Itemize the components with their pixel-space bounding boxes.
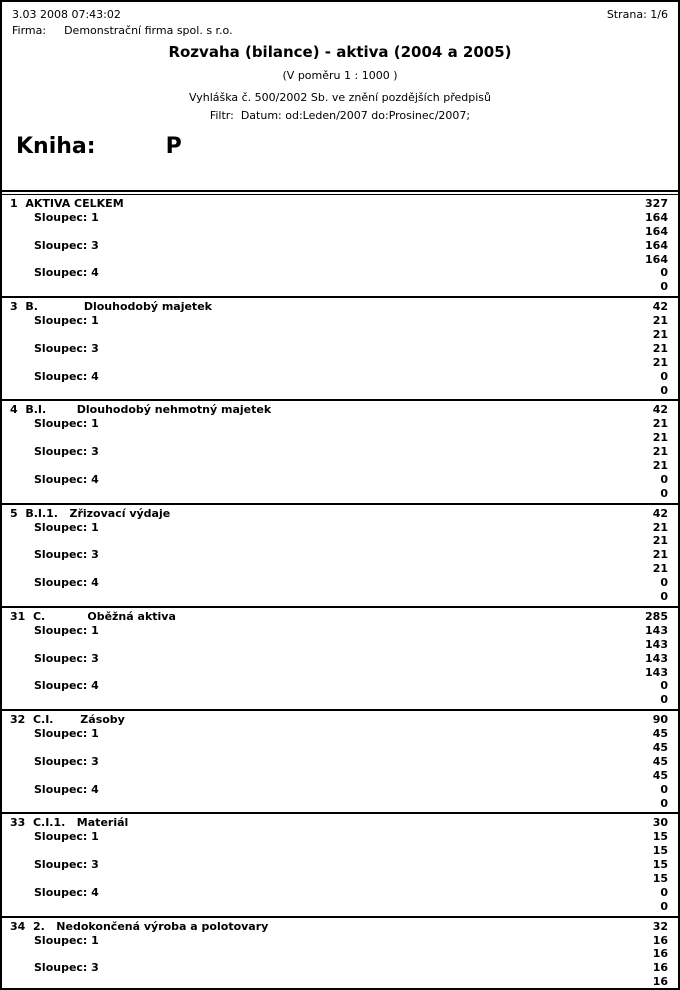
detail-row	[10, 652, 668, 666]
row-label	[10, 844, 34, 858]
detail-row	[10, 314, 668, 328]
row-value: 0	[660, 885, 668, 899]
detail-row	[10, 638, 668, 652]
row-label	[10, 562, 34, 576]
detail-row	[10, 830, 668, 844]
detail-row	[10, 548, 668, 562]
firm-row	[12, 24, 668, 38]
row-value: 143	[645, 623, 668, 637]
book-row	[12, 134, 668, 160]
row-value: 0	[660, 369, 668, 383]
section-total: 42	[652, 403, 668, 417]
detail-row	[10, 431, 668, 445]
book-label: Kniha:	[16, 134, 96, 159]
firm-name: Demonstrační firma spol. s r.o.	[64, 24, 233, 37]
row-label	[10, 872, 34, 886]
row-value: 21	[652, 534, 668, 548]
row-value: 0	[660, 576, 668, 590]
page-number: Strana: 1/6	[606, 8, 668, 21]
row-label	[10, 384, 34, 398]
row-value: 21	[652, 355, 668, 369]
report-table	[2, 190, 678, 990]
detail-row	[10, 459, 668, 473]
section-title: 32 C.I. Zásoby	[10, 713, 125, 727]
detail-row	[10, 562, 668, 576]
row-label	[10, 431, 34, 445]
row-value: 16	[652, 961, 668, 975]
book-value: P	[165, 134, 182, 159]
header-datetime: 3.03 2008 07:43:02	[12, 8, 121, 21]
detail-row	[10, 679, 668, 693]
row-label: Sloupec: 1	[34, 210, 99, 224]
row-label	[10, 487, 34, 501]
detail-row	[10, 844, 668, 858]
section-header	[10, 713, 668, 727]
detail-row	[10, 473, 668, 487]
section-header	[10, 816, 668, 830]
detail-row	[10, 534, 668, 548]
row-value: 143	[645, 665, 668, 679]
detail-row	[10, 342, 668, 356]
detail-row	[10, 975, 668, 989]
row-value: 0	[660, 280, 668, 294]
row-value: 0	[660, 782, 668, 796]
detail-row	[10, 384, 668, 398]
row-label: Sloupec: 4	[34, 369, 99, 383]
firm-label: Firma:	[12, 24, 47, 37]
detail-row	[10, 961, 668, 975]
ratio-note: (V poměru 1 : 1000 )	[282, 69, 398, 82]
detail-row	[10, 727, 668, 741]
detail-row	[10, 797, 668, 811]
detail-row	[10, 886, 668, 900]
row-label	[10, 769, 34, 783]
detail-row	[10, 445, 668, 459]
row-value: 0	[660, 796, 668, 810]
row-value: 45	[652, 754, 668, 768]
filter-note: Filtr: Datum: od:Leden/2007 do:Prosinec/2007;	[209, 109, 471, 122]
detail-row	[10, 521, 668, 535]
row-value: 21	[652, 417, 668, 431]
row-label: Sloupec: 4	[34, 885, 99, 899]
row-label: Sloupec: 1	[34, 520, 99, 534]
report-title: Rozvaha (bilance) - aktiva (2004 a 2005)	[168, 43, 512, 61]
detail-row	[10, 356, 668, 370]
row-label: Sloupec: 3	[34, 858, 99, 872]
detail-row	[10, 783, 668, 797]
report-section	[2, 918, 678, 990]
row-value: 16	[652, 975, 668, 989]
report-section	[2, 711, 678, 814]
report-header	[2, 2, 678, 160]
row-value: 21	[652, 314, 668, 328]
row-label: Sloupec: 4	[34, 679, 99, 693]
detail-row	[10, 666, 668, 680]
section-header	[10, 403, 668, 417]
row-label: Sloupec: 1	[34, 417, 99, 431]
row-label	[10, 975, 34, 989]
row-label	[10, 693, 34, 707]
section-header	[10, 197, 668, 211]
section-total: 42	[652, 300, 668, 314]
row-value: 0	[660, 486, 668, 500]
row-value: 16	[652, 947, 668, 961]
row-label	[10, 797, 34, 811]
row-label: Sloupec: 3	[34, 341, 99, 355]
row-label: Sloupec: 1	[34, 623, 99, 637]
row-label	[10, 459, 34, 473]
section-title: 5 B.I.1. Zřizovací výdaje	[10, 506, 171, 520]
row-label: Sloupec: 1	[34, 830, 99, 844]
detail-row	[10, 947, 668, 961]
detail-row	[10, 741, 668, 755]
row-value: 21	[652, 548, 668, 562]
detail-row	[10, 225, 668, 239]
row-value: 21	[652, 341, 668, 355]
row-label	[10, 947, 34, 961]
row-label	[10, 900, 34, 914]
detail-row	[10, 624, 668, 638]
row-value: 164	[645, 210, 668, 224]
row-value: 15	[652, 844, 668, 858]
report-section	[2, 608, 678, 711]
row-label: Sloupec: 3	[34, 651, 99, 665]
section-total: 285	[645, 609, 668, 623]
report-section	[2, 195, 678, 298]
row-label: Sloupec: 3	[34, 754, 99, 768]
row-value: 21	[652, 431, 668, 445]
row-label: Sloupec: 1	[34, 727, 99, 741]
section-title: 4 B.I. Dlouhodobý nehmotný majetek	[10, 403, 272, 417]
detail-row	[10, 370, 668, 384]
section-total: 30	[652, 816, 668, 830]
detail-row	[10, 328, 668, 342]
row-value: 143	[645, 651, 668, 665]
row-label: Sloupec: 4	[34, 472, 99, 486]
row-label	[10, 253, 34, 267]
detail-row	[10, 417, 668, 431]
row-label: Sloupec: 4	[34, 266, 99, 280]
detail-row	[10, 253, 668, 267]
regulation-note: Vyhláška č. 500/2002 Sb. ve znění pozdějších předpisů	[188, 91, 491, 104]
row-value: 45	[652, 740, 668, 754]
header-top-row	[12, 8, 668, 22]
row-value: 164	[645, 252, 668, 266]
section-title: 31 C. Oběžná aktiva	[10, 609, 176, 623]
row-value: 21	[652, 562, 668, 576]
row-value: 143	[645, 637, 668, 651]
row-label	[10, 225, 34, 239]
report-section	[2, 505, 678, 608]
report-section	[2, 814, 678, 917]
section-total: 90	[652, 713, 668, 727]
report-table-sections	[2, 195, 678, 990]
row-value: 45	[652, 727, 668, 741]
detail-row	[10, 693, 668, 707]
report-section	[2, 298, 678, 401]
section-header	[10, 610, 668, 624]
detail-row	[10, 280, 668, 294]
row-label	[10, 666, 34, 680]
row-value: 21	[652, 445, 668, 459]
row-value: 0	[660, 472, 668, 486]
row-label: Sloupec: 3	[34, 961, 99, 975]
detail-row	[10, 211, 668, 225]
section-header	[10, 300, 668, 314]
section-total: 327	[645, 197, 668, 210]
row-label	[10, 638, 34, 652]
section-title: 3 B. Dlouhodobý majetek	[10, 300, 212, 314]
section-title: 33 C.I.1. Materiál	[10, 816, 129, 830]
detail-row	[10, 934, 668, 948]
section-total: 42	[652, 506, 668, 520]
row-value: 15	[652, 858, 668, 872]
row-value: 0	[660, 266, 668, 280]
section-total: 32	[652, 919, 668, 933]
row-label	[10, 534, 34, 548]
row-label: Sloupec: 4	[34, 782, 99, 796]
row-value: 15	[652, 871, 668, 885]
row-label: Sloupec: 3	[34, 445, 99, 459]
row-label: Sloupec: 1	[34, 933, 99, 947]
detail-row	[10, 266, 668, 280]
detail-row	[10, 487, 668, 501]
row-value: 0	[660, 383, 668, 397]
row-value: 21	[652, 459, 668, 473]
row-value: 16	[652, 933, 668, 947]
section-title: 34 2. Nedokončená výroba a polotovary	[10, 919, 269, 933]
detail-row	[10, 858, 668, 872]
detail-row	[10, 872, 668, 886]
section-header	[10, 920, 668, 934]
detail-row	[10, 900, 668, 914]
row-value: 21	[652, 520, 668, 534]
row-label	[10, 741, 34, 755]
row-label: Sloupec: 1	[34, 314, 99, 328]
row-value: 164	[645, 238, 668, 252]
section-header	[10, 507, 668, 521]
detail-row	[10, 755, 668, 769]
row-label	[10, 590, 34, 604]
detail-row	[10, 576, 668, 590]
detail-row	[10, 590, 668, 604]
row-value: 0	[660, 590, 668, 604]
row-value: 45	[652, 768, 668, 782]
row-value: 0	[660, 899, 668, 913]
row-value: 15	[652, 830, 668, 844]
detail-row	[10, 239, 668, 253]
row-label	[10, 356, 34, 370]
report-section	[2, 401, 678, 504]
table-top-rule-thick	[2, 190, 678, 192]
row-label	[10, 328, 34, 342]
row-label: Sloupec: 3	[34, 238, 99, 252]
row-label: Sloupec: 3	[34, 548, 99, 562]
detail-row	[10, 769, 668, 783]
section-title: 1 AKTIVA CELKEM	[10, 197, 124, 210]
row-label: Sloupec: 4	[34, 576, 99, 590]
row-value: 0	[660, 693, 668, 707]
row-value: 21	[652, 328, 668, 342]
row-value: 0	[660, 679, 668, 693]
row-value: 164	[645, 224, 668, 238]
row-label	[10, 280, 34, 294]
